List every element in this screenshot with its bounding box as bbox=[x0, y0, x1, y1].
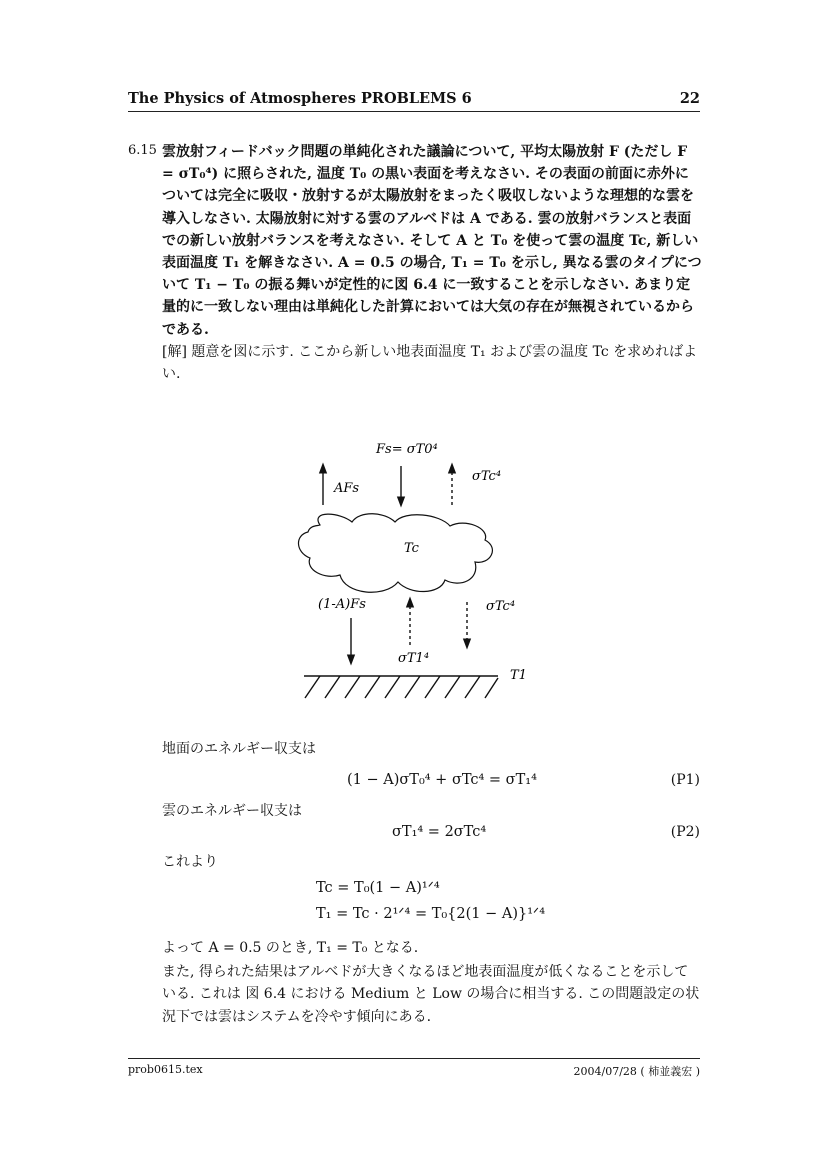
cloud-radiation-diagram bbox=[290, 430, 540, 710]
problem-statement: 雲放射フィードバック問題の単純化された議論について, 平均太陽放射 F (ただし F = σT₀⁴) に照らされた, 温度 T₀ の黒い表面を考えなさい. その表面の前面に赤外については完全に吸収・放射するが太陽放射をまったく吸収しないような理想的な雲を導入しなさい. 太陽放射に対する雲のアルベドは A である. 雲の放射バランスと表面での新しい放射バランスを考えなさい. そして A と T₀ を使って雲の温度 Tc, 新しい表面温度 T₁ を解きなさい. A = 0.5 の場合, T₁ = T₀ を示し, 異なる雲のタイプについて T₁ − T₀ の振る舞いが定性的に図 6.4 に一致することを示しなさい. あまり定量的に一致しない理由は単純化した計算においては大気の存在が無視されているからである. bbox=[162, 144, 702, 338]
discussion-paragraph: また, 得られた結果はアルベドが大きくなるほど地表面温度が低くなることを示している. これは 図 6.4 における Medium と Low の場合に相当する. この問題設定の状況下では雲はシステムを冷やす傾向にある. bbox=[162, 964, 700, 1025]
equation-p2: σT₁⁴ = 2σTc⁴ bbox=[392, 824, 487, 840]
footer-date-author: 2004/07/28 ( 柿並義宏 ) bbox=[573, 1065, 700, 1078]
solution-intro: [解] 題意を図に示す. ここから新しい地表面温度 T₁ および雲の温度 Tc を求めればよい. bbox=[162, 344, 698, 383]
surface-temperature-label: T1 bbox=[510, 668, 527, 683]
equation-p1: (1 − A)σT₀⁴ + σTc⁴ = σT₁⁴ bbox=[347, 772, 537, 788]
header-rule bbox=[128, 111, 700, 112]
result-tc: Tc = T₀(1 − A)¹ᐟ⁴ bbox=[316, 880, 440, 896]
ground-hatching bbox=[305, 676, 498, 698]
cloud-shape bbox=[298, 514, 492, 593]
transmitted-flux-label: (1-A)Fs bbox=[318, 597, 366, 612]
cloud-ir-down-label: σTc⁴ bbox=[486, 599, 516, 614]
header-title: The Physics of Atmospheres PROBLEMS 6 bbox=[128, 90, 472, 107]
therefore-text: これより bbox=[162, 854, 218, 870]
solar-flux-label: Fs= σT0⁴ bbox=[376, 442, 438, 457]
page-number: 22 bbox=[679, 90, 700, 107]
problem-number: 6.15 bbox=[128, 143, 157, 158]
ground-balance-text: 地面のエネルギー収支は bbox=[162, 741, 316, 757]
conclusion-text: よって A = 0.5 のとき, T₁ = T₀ となる. bbox=[162, 940, 419, 956]
cloud-temperature-label: Tc bbox=[404, 541, 419, 556]
footer-filename: prob0615.tex bbox=[128, 1063, 203, 1076]
surface-ir-label: σT1⁴ bbox=[398, 651, 430, 666]
cloud-balance-text: 雲のエネルギー収支は bbox=[162, 803, 302, 819]
result-t1: T₁ = Tc · 2¹ᐟ⁴ = T₀{2(1 − A)}¹ᐟ⁴ bbox=[316, 906, 546, 922]
reflected-flux-label: AFs bbox=[334, 481, 360, 496]
cloud-ir-up-label: σTc⁴ bbox=[472, 469, 502, 484]
running-header bbox=[128, 90, 700, 108]
equation-p2-number: (P2) bbox=[670, 824, 700, 840]
equation-p1-number: (P1) bbox=[670, 772, 700, 788]
footer-rule bbox=[128, 1058, 700, 1059]
